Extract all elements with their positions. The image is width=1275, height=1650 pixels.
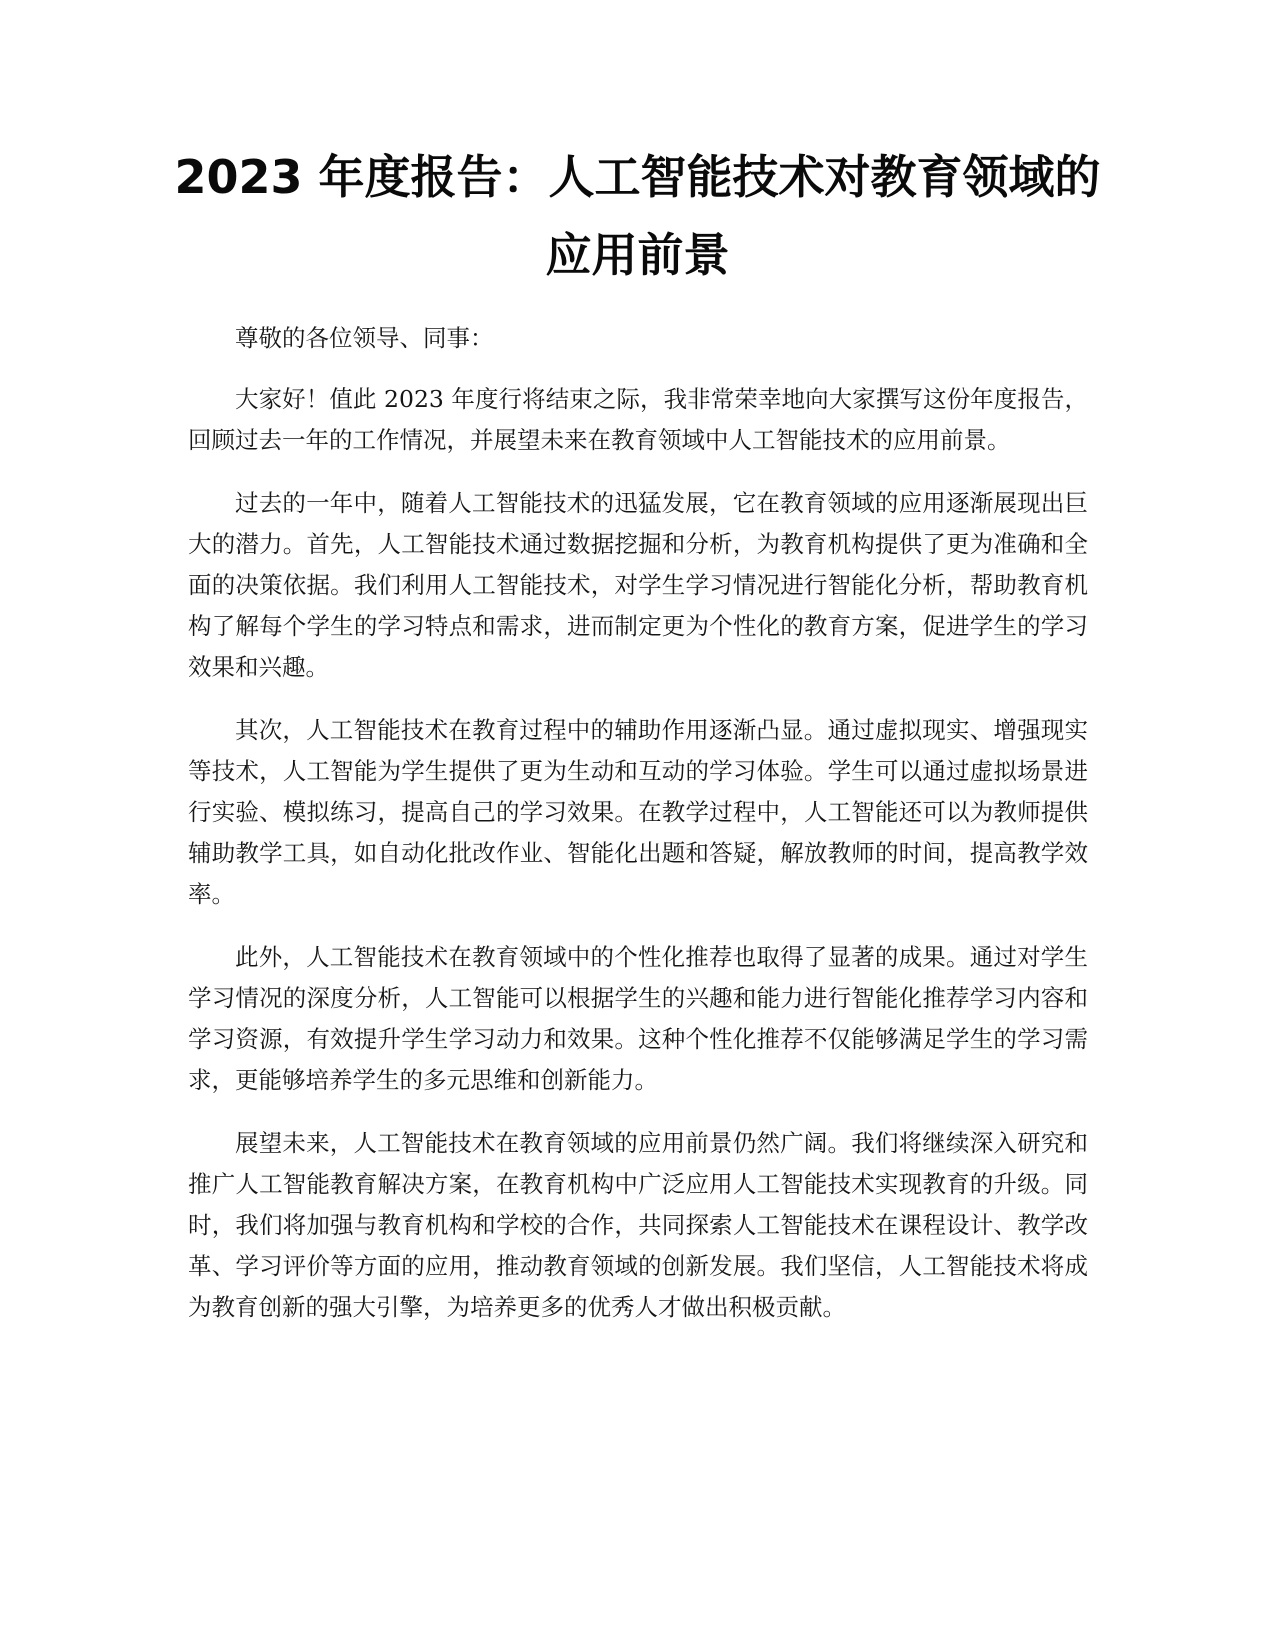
paragraph-intro: 大家好！值此 2023 年度行将结束之际，我非常荣幸地向大家撰写这份年度报告，回顾过去一年的工作情况，并展望未来在教育领域中人工智能技术的应用前景。 bbox=[188, 385, 1088, 454]
paragraph-past-year: 过去的一年中，随着人工智能技术的迅猛发展，它在教育领域的应用逐渐展现出巨大的潜力。首先，人工智能技术通过数据挖掘和分析，为教育机构提供了更为准确和全面的决策依据。我们利用人工智能技术，对学生学习情况进行智能化分析，帮助教育机构了解每个学生的学习特点和需求，进而制定更为个性化的教育方案，促进学生的学习效果和兴趣。 bbox=[188, 489, 1088, 681]
paragraph-assistive-role: 其次，人工智能技术在教育过程中的辅助作用逐渐凸显。通过虚拟现实、增强现实等技术，人工智能为学生提供了更为生动和互动的学习体验。学生可以通过虚拟场景进行实验、模拟练习，提高自己的学习效果。在教学过程中，人工智能还可以为教师提供辅助教学工具，如自动化批改作业、智能化出题和答疑，解放教师的时间，提高教学效率。 bbox=[188, 716, 1088, 908]
document-body bbox=[188, 318, 1088, 1350]
title-line-1: 2023 年度报告：人工智能技术对教育领域的 bbox=[174, 150, 1101, 204]
document-title bbox=[160, 138, 1115, 294]
paragraph-personalized-recommendation: 此外，人工智能技术在教育领域中的个性化推荐也取得了显著的成果。通过对学生学习情况的深度分析，人工智能可以根据学生的兴趣和能力进行智能化推荐学习内容和学习资源，有效提升学生学习动力和效果。这种个性化推荐不仅能够满足学生的学习需求，更能够培养学生的多元思维和创新能力。 bbox=[188, 943, 1088, 1094]
title-line-2: 应用前景 bbox=[545, 228, 730, 282]
paragraph-outlook: 展望未来，人工智能技术在教育领域的应用前景仍然广阔。我们将继续深入研究和推广人工智能教育解决方案，在教育机构中广泛应用人工智能技术实现教育的升级。同时，我们将加强与教育机构和学校的合作，共同探索人工智能技术在课程设计、教学改革、学习评价等方面的应用，推动教育领域的创新发展。我们坚信，人工智能技术将成为教育创新的强大引擎，为培养更多的优秀人才做出积极贡献。 bbox=[188, 1129, 1088, 1321]
greeting-paragraph: 尊敬的各位领导、同事： bbox=[235, 324, 494, 352]
